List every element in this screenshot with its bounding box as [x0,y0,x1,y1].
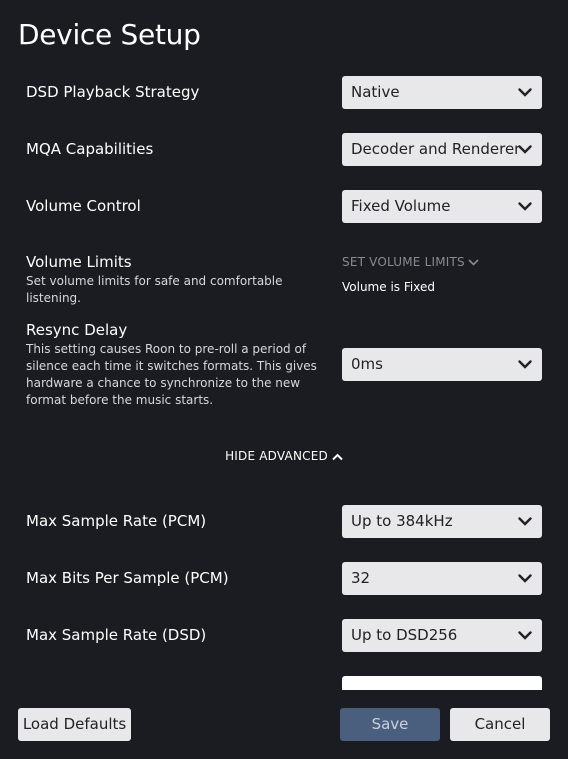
chevron-down-icon [518,76,532,109]
next-setting-select-partial[interactable] [342,676,542,690]
chevron-down-icon [518,190,532,223]
chevron-down-icon [468,259,479,266]
cancel-button[interactable]: Cancel [450,708,550,741]
resync-delay-description: This setting causes Roon to pre-roll a period of silence each time it switches formats. This gives hardware a chance to synchronize to the new format before the music starts. [26,342,317,407]
max-bits-pcm-value: 32 [351,569,371,587]
set-volume-limits-label: SET VOLUME LIMITS [342,255,465,269]
volume-limits-description: Set volume limits for safe and comfortable listening. [26,274,283,305]
resync-delay-label: Resync Delay [26,321,128,339]
max-rate-pcm-value: Up to 384kHz [351,512,453,530]
set-volume-limits-link[interactable] [342,255,479,269]
max-rate-dsd-value: Up to DSD256 [351,626,458,644]
mqa-label: MQA Capabilities [26,140,154,158]
hide-advanced-label: HIDE ADVANCED [225,449,328,463]
dsd-playback-label: DSD Playback Strategy [26,83,200,101]
volume-control-label: Volume Control [26,197,141,215]
chevron-down-icon [518,562,532,595]
save-button[interactable]: Save [340,708,440,741]
mqa-value: Decoder and Renderer [351,140,521,158]
chevron-down-icon [518,619,532,652]
max-bits-pcm-select[interactable] [342,562,542,595]
chevron-up-icon [332,453,343,461]
volume-control-value: Fixed Volume [351,197,451,215]
max-rate-dsd-select[interactable] [342,619,542,652]
volume-control-select[interactable] [342,190,542,223]
chevron-down-icon [518,133,532,166]
page-title: Device Setup [18,18,201,51]
settings-panel[interactable] [0,70,568,690]
hide-advanced-toggle[interactable] [0,449,568,463]
volume-limits-label: Volume Limits [26,253,132,271]
resync-delay-value: 0ms [351,355,383,373]
dsd-playback-select[interactable] [342,76,542,109]
load-defaults-button[interactable]: Load Defaults [18,708,131,741]
chevron-down-icon [518,348,532,381]
max-bits-pcm-label: Max Bits Per Sample (PCM) [26,569,229,587]
max-rate-pcm-select[interactable] [342,505,542,538]
chevron-down-icon [518,505,532,538]
max-rate-dsd-label: Max Sample Rate (DSD) [26,626,207,644]
resync-delay-select[interactable] [342,348,542,381]
mqa-select[interactable] [342,133,542,166]
dsd-playback-value: Native [351,83,400,101]
max-rate-pcm-label: Max Sample Rate (PCM) [26,512,207,530]
volume-fixed-status: Volume is Fixed [342,280,435,294]
